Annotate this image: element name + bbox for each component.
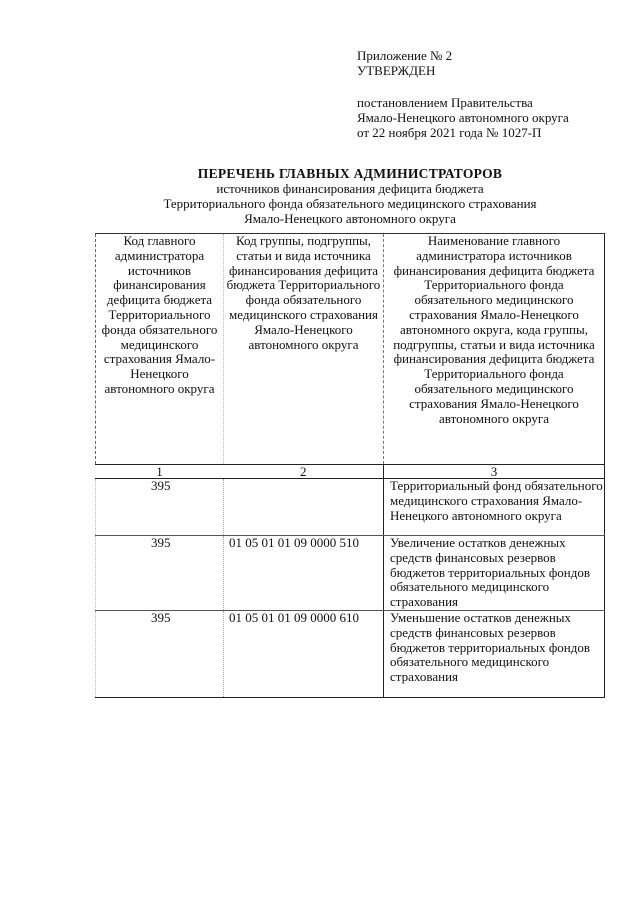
name-cell: Увеличение остатков денежных средств финансовых резервов бюджетов территориальных фондов обязательного медицинского страхования bbox=[384, 536, 605, 611]
title-sub-1: источников финансирования дефицита бюджета bbox=[216, 181, 484, 196]
table-row bbox=[96, 536, 605, 611]
admin-code-cell: 395 bbox=[96, 479, 224, 536]
title-main: ПЕРЕЧЕНЬ ГЛАВНЫХ АДМИНИСТРАТОРОВ bbox=[197, 166, 503, 181]
header-source-code: Код группы, подгруппы, статьи и вида источника финансирования дефицита бюджета Территориального фонда обязательного медицинского страхования Ямало-Ненецкого автономного округа bbox=[224, 234, 384, 465]
administrators-table bbox=[95, 233, 605, 698]
source-code-cell: 01 05 01 01 09 0000 510 bbox=[224, 536, 384, 611]
table-row bbox=[96, 479, 605, 536]
approval-block bbox=[357, 48, 569, 140]
column-number-row bbox=[96, 465, 605, 479]
table-row bbox=[96, 610, 605, 697]
title-sub-2: Территориального фонда обязательного медицинского страхования bbox=[163, 196, 537, 211]
name-cell: Территориальный фонд обязательного медицинского страхования Ямало-Ненецкого автономного округа bbox=[384, 479, 605, 536]
column-number: 1 bbox=[96, 465, 224, 479]
decree-line: постановлением Правительства bbox=[357, 95, 533, 110]
header-admin-code: Код главного администратора источников финансирования дефицита бюджета Территориального фонда обязательного медицинского страхования Ямало-Ненецкого автономного округа bbox=[96, 234, 224, 465]
document-title bbox=[100, 166, 600, 226]
appendix-number: Приложение № 2 bbox=[357, 48, 453, 63]
source-code-cell: 01 05 01 01 09 0000 610 bbox=[224, 610, 384, 697]
admin-code-cell: 395 bbox=[96, 610, 224, 697]
decree-date: от 22 ноября 2021 года № 1027-П bbox=[357, 125, 542, 140]
approved-label: УТВЕРЖДЕН bbox=[357, 63, 436, 78]
source-code-cell bbox=[224, 479, 384, 536]
admin-code-cell: 395 bbox=[96, 536, 224, 611]
name-cell: Уменьшение остатков денежных средств финансовых резервов бюджетов территориальных фондов обязательного медицинского страхования bbox=[384, 610, 605, 697]
title-sub-3: Ямало-Ненецкого автономного округа bbox=[244, 211, 456, 226]
column-number: 3 bbox=[384, 465, 605, 479]
column-number: 2 bbox=[224, 465, 384, 479]
region-line: Ямало-Ненецкого автономного округа bbox=[357, 110, 569, 125]
table-header-row bbox=[96, 234, 605, 465]
header-name: Наименование главного администратора источников финансирования дефицита бюджета Территориального фонда обязательного медицинского страхования Ямало-Ненецкого автономного округа, кода группы, подгруппы, статьи и вида источника финансирования дефицита бюджета Территориального фонда обязательного медицинского страхования Ямало-Ненецкого автономного округа bbox=[384, 234, 605, 465]
